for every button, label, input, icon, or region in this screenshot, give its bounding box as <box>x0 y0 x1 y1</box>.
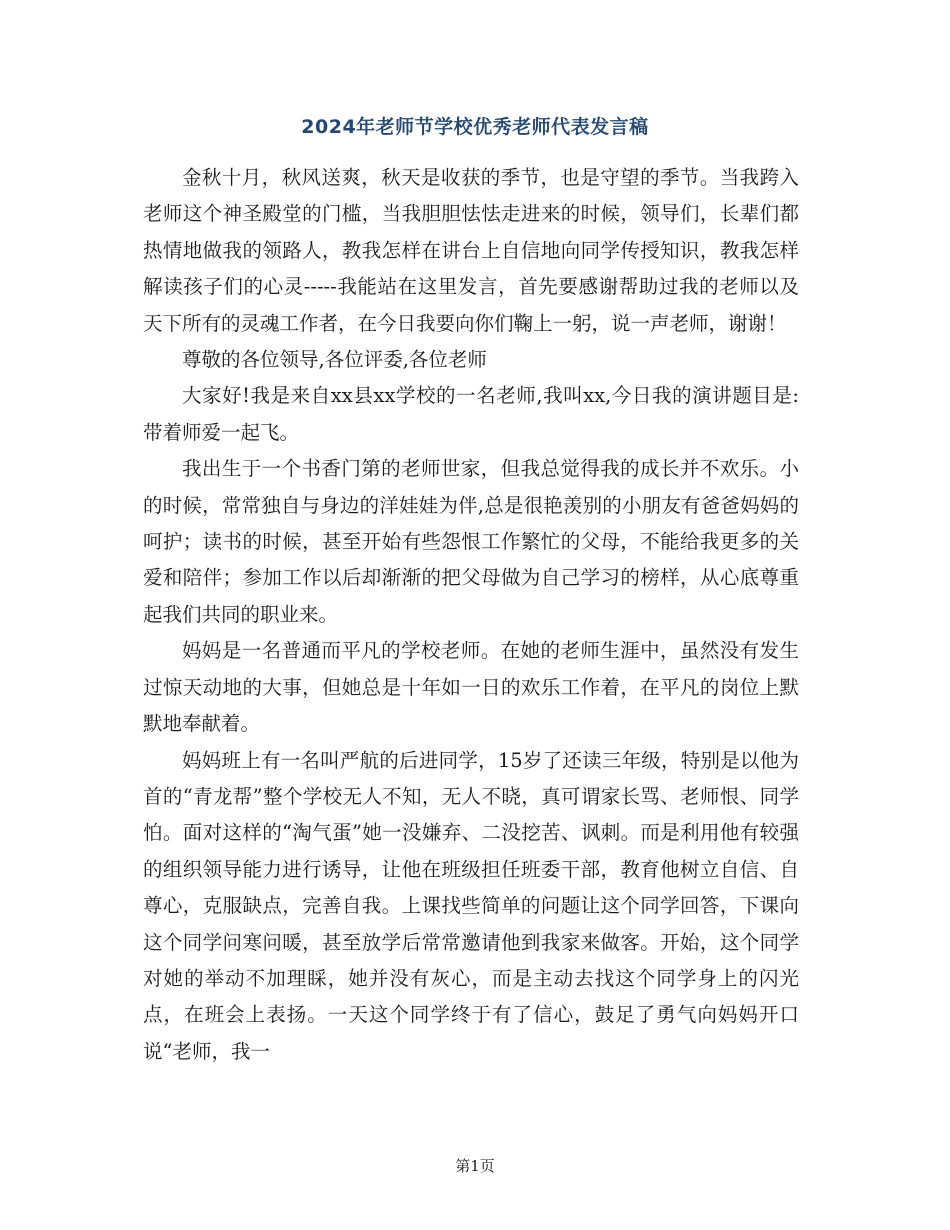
paragraph: 我出生于一个书香门第的老师世家，但我总觉得我的成长并不欢乐。小的时候，常常独自与身边的洋娃娃为伴,总是很艳羡别的小朋友有爸爸妈妈的呵护；读书的时候，甚至开始有些怨恨工作繁忙的父母，不能给我更多的关爱和陪伴；参加工作以后却渐渐的把父母做为自己学习的榜样，从心底尊重起我们共同的职业来。 <box>143 457 799 626</box>
paragraph: 金秋十月，秋风送爽，秋天是收获的季节，也是守望的季节。当我跨入老师这个神圣殿堂的门槛，当我胆胆怯怯走进来的时候，领导们，长辈们都热情地做我的领路人，教我怎样在讲台上自信地向同学传授知识，教我怎样解读孩子们的心灵-----我能站在这里发言，首先要感谢帮助过我的老师以及天下所有的灵魂工作者，在今日我要向你们鞠上一躬，说一声老师，谢谢！ <box>143 166 799 335</box>
document-title: 2024年老师节学校优秀老师代表发言稿 <box>301 116 649 138</box>
paragraph: 妈妈班上有一名叫严航的后进同学，15岁了还读三年级，特别是以他为首的“青龙帮”整个学校无人不知，无人不晓，真可谓家长骂、老师恨、同学怕。面对这样的“淘气蛋”她一没嫌弃、二没挖苦、讽刺。而是利用他有较强的组织领导能力进行诱导，让他在班级担任班委干部，教育他树立自信、自尊心，克服缺点，完善自我。上课找些简单的问题让这个同学回答，下课向这个同学问寒问暖，甚至放学后常常邀请他到我家来做客。开始，这个同学对她的举动不加理睬，她并没有灰心，而是主动去找这个同学身上的闪光点，在班会上表扬。一天这个同学终于有了信心，鼓足了勇气向妈妈开口说“老师，我一 <box>143 748 799 1063</box>
paragraph: 妈妈是一名普通而平凡的学校老师。在她的老师生涯中，虽然没有发生过惊天动地的大事，但她总是十年如一日的欢乐工作着，在平凡的岗位上默默地奉献着。 <box>143 639 799 736</box>
paragraph: 大家好!我是来自xx县xx学校的一名老师,我叫xx,今日我的演讲题目是:带着师爱一起飞。 <box>143 384 799 444</box>
page-number: 第1页 <box>455 1157 495 1175</box>
paragraph: 尊敬的各位领导,各位评委,各位老师 <box>182 348 487 372</box>
document-body <box>143 160 799 1070</box>
